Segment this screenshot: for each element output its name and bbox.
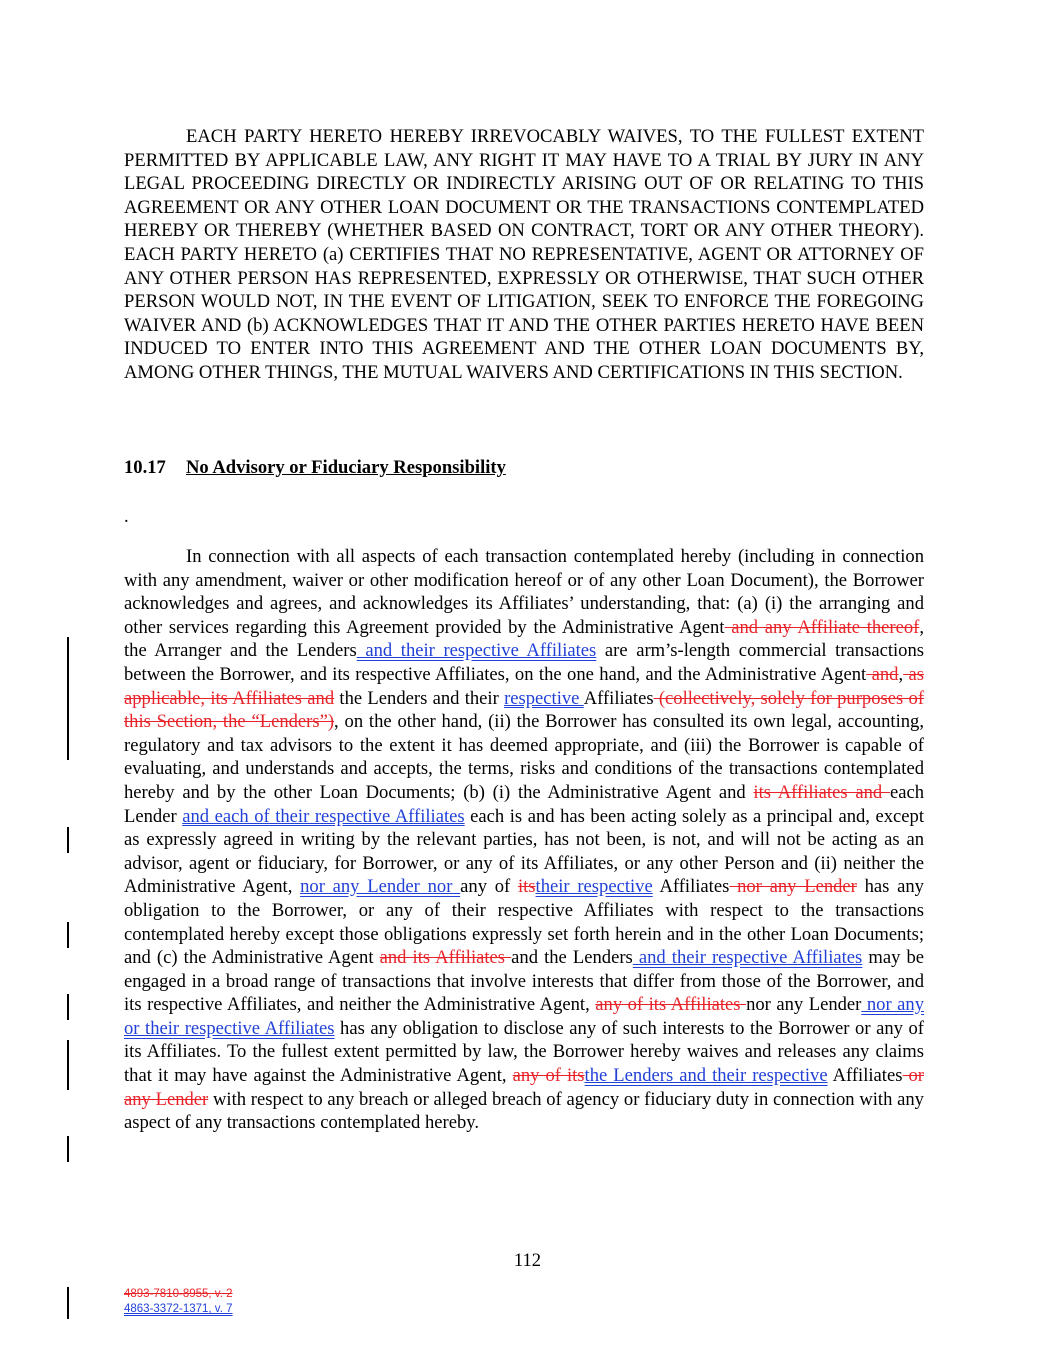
inserted-text: and each of their respective Affiliates: [182, 805, 465, 827]
body-text: ,: [898, 663, 904, 685]
deleted-text: or any Lender: [124, 1065, 924, 1110]
section-number: 10.17: [124, 457, 166, 478]
inserted-doc-id: 4863-3372-1371, v. 7: [124, 1303, 233, 1315]
inserted-text: nor any Lender nor: [300, 876, 461, 898]
change-bar: [67, 994, 69, 1020]
change-bar: [67, 1287, 69, 1319]
body-text: , on the other hand, (ii) the Borrower has consulted its own legal, accounting, regulatory and tax advisors to the extent it has deemed appropriate, and (iii) the Borrower is capable of evaluating, and understands and accepts, the terms, risks and conditions of the transactions contemplated hereby and by the other Loan Documents; (b) (i) the Administrative Agent and: [124, 711, 924, 803]
body-text: Affiliates: [652, 876, 730, 898]
body-text: may be engaged in a broad range of transactions that involve interests that differ from those of the Borrower, and its respective Affiliates, and neither the Administrative Agent,: [124, 947, 925, 1016]
body-text: each Lender: [124, 781, 924, 827]
body-text: and the Lenders: [511, 947, 633, 969]
deleted-text: (collectively, solely for purposes of this Section, the “Lenders”): [124, 687, 925, 733]
section-heading: [124, 456, 506, 480]
inserted-text: the Lenders and their respective: [584, 1065, 828, 1087]
inserted-text: and their respective Affiliates: [632, 947, 863, 969]
body-text: , the Arranger and the Lenders: [124, 616, 924, 662]
deleted-text: its: [517, 876, 536, 898]
inserted-text: nor any or their respective Affiliates: [124, 994, 925, 1039]
inserted-text: and their respective Affiliates: [356, 640, 597, 662]
deleted-text: and: [866, 663, 899, 685]
change-bar: [67, 637, 69, 687]
body-text: has any obligation to the Borrower, or any of their respective Affiliates with respect to the transactions contemplated hereby except those obligations expressly set forth herein and in the other Loan Documents; and (c) the Administrative Agent: [124, 876, 924, 969]
body-text: Affiliates: [827, 1065, 903, 1087]
body-text: has any obligation to disclose any of such interests to the Borrower or any of its Affiliates. To the fullest extent permitted by law, the Borrower hereby waives and releases any claims that it may have against the Administrative Agent,: [124, 1017, 924, 1087]
advisory-paragraph: [124, 545, 924, 1135]
body-text: any of: [460, 876, 518, 898]
body-text: each is and has been acting solely as a principal and, except as expressly agreed in writing by the relevant parties, has not been, is not, and will not be acting as an advisor, agent or fiduciary, for Borrower, or any of its Affiliates, or any other Person and (ii) neither the Administrative Agent,: [124, 805, 924, 898]
change-bar: [67, 1136, 69, 1162]
body-text: nor any Lender: [746, 994, 862, 1016]
deleted-text: any of its: [512, 1065, 585, 1087]
change-bar: [67, 1040, 69, 1090]
body-text: Affiliates: [583, 687, 654, 709]
body-text: are arm’s-length commercial transactions between the Borrower, and its respective Affiliates, on the one hand, and the Administrative Agent: [124, 640, 924, 685]
deleted-text: nor any Lender: [729, 876, 857, 898]
inserted-text: respective: [504, 687, 584, 709]
body-text: with respect to any breach or alleged breach of agency or fiduciary duty in connection with any aspect of any transactions contemplated hereby.: [124, 1088, 924, 1134]
change-bar: [67, 922, 69, 948]
deleted-text: its Affiliates and: [753, 781, 890, 803]
stray-period: .: [124, 506, 129, 527]
body-text: the Lenders and their: [334, 687, 505, 709]
deleted-text: as applicable, its Affiliates and: [124, 663, 924, 709]
deleted-doc-id: 4893-7810-8955, v. 2: [124, 1288, 233, 1300]
page-number: 112: [513, 1250, 542, 1271]
change-bar: [67, 686, 69, 760]
deleted-text: any of its Affiliates: [595, 994, 747, 1016]
jury-waiver-paragraph: EACH PARTY HERETO HEREBY IRREVOCABLY WAIVES, TO THE FULLEST EXTENT PERMITTED BY APPLICABLE LAW, ANY RIGHT IT MAY HAVE TO A TRIAL BY JURY IN ANY LEGAL PROCEEDING DIRECTLY OR INDIRECTLY ARISING OUT OF OR RELATING TO THIS AGREEMENT OR ANY OTHER LOAN DOCUMENT OR THE TRANSACTIONS CONTEMPLATED HEREBY OR THEREBY (WHETHER BASED ON CONTRACT, TORT OR ANY OTHER THEORY). EACH PARTY HERETO (a) CERTIFIES THAT NO REPRESENTATIVE, AGENT OR ATTORNEY OF ANY OTHER PERSON HAS REPRESENTED, EXPRESSLY OR OTHERWISE, THAT SUCH OTHER PERSON WOULD NOT, IN THE EVENT OF LITIGATION, SEEK TO ENFORCE THE FOREGOING WAIVER AND (b) ACKNOWLEDGES THAT IT AND THE OTHER PARTIES HERETO HAVE BEEN INDUCED TO ENTER INTO THIS AGREEMENT AND THE OTHER LOAN DOCUMENTS BY, AMONG OTHER THINGS, THE MUTUAL WAIVERS AND CERTIFICATIONS IN THIS SECTION.: [124, 126, 924, 383]
deleted-text: and its Affiliates: [379, 947, 512, 969]
section-title: No Advisory or Fiduciary Responsibility: [186, 457, 506, 478]
change-bar: [67, 827, 69, 853]
body-text: In connection with all aspects of each transaction contemplated hereby (including in connection with any amendment, waiver or other modification hereof or of any other Loan Document), the Borrower acknowledges and agrees, and acknowledges its Affiliates’ understanding, that: (a) (i) the arranging and other services regarding this Agreement provided by the Administrative Agent: [124, 546, 924, 638]
inserted-text: their respective: [535, 876, 653, 898]
deleted-text: and any Affiliate thereof: [724, 616, 920, 638]
